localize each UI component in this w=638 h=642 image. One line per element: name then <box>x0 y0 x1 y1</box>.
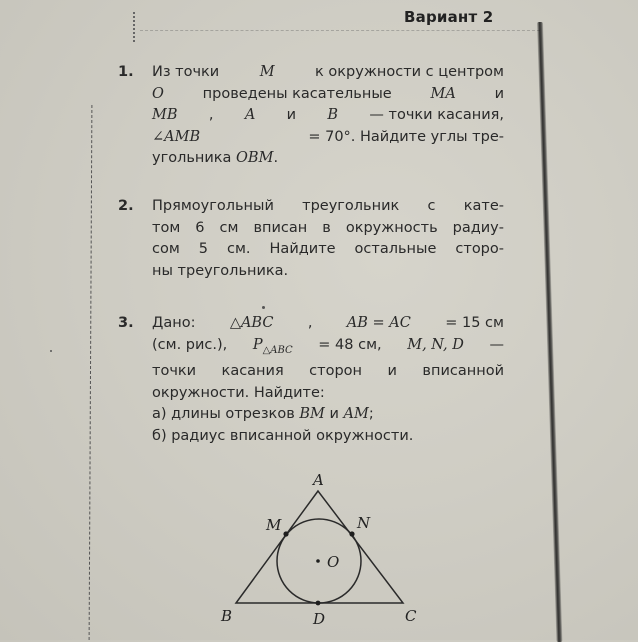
point-o <box>316 559 320 563</box>
point-m <box>283 531 288 536</box>
text-line: окружности. Найдите: <box>152 384 325 401</box>
task-number: 1. <box>118 64 134 80</box>
text-line: а) длины отрезков BM и AM; <box>152 406 374 422</box>
text-line: O проведены касательные MA и <box>152 85 504 102</box>
label-c: C <box>405 607 417 625</box>
triangle-abc <box>236 491 403 603</box>
text-line: Из точки M к окружности с центром <box>152 64 504 80</box>
label-d: D <box>313 610 326 628</box>
text-line: сом 5 см. Найдите остальные сторо- <box>152 241 504 257</box>
label-o: O <box>327 553 340 571</box>
text-line: Дано: △ABC , AB = AC = 15 см <box>152 315 504 331</box>
task-number: 2. <box>118 198 134 214</box>
label-b: B <box>221 607 233 625</box>
text-line: угольника OBM. <box>152 150 279 166</box>
label-m: M <box>266 516 282 534</box>
text-line: ны треугольника. <box>152 262 289 279</box>
task-number: 3. <box>118 315 134 331</box>
text-line: ∠AMB = 70°. Найдите углы тре- <box>152 128 504 145</box>
point-d <box>316 601 321 606</box>
print-speck <box>50 350 52 352</box>
text-line: том 6 см вписан в окружность радиу- <box>152 219 504 236</box>
print-speck <box>262 306 265 309</box>
text-line: (см. рис.), $P_{\triangle ABC}$ = 48 см, M, N, D — <box>152 336 504 356</box>
point-n <box>349 531 354 536</box>
text-line: точки касания сторон и вписанной <box>152 363 504 379</box>
label-n: N <box>357 514 371 532</box>
text-line: MB , A и B — точки касания, <box>152 107 504 123</box>
text-line: б) радиус вписанной окружности. <box>152 427 414 444</box>
variant-title: Вариант 2 <box>404 8 494 26</box>
label-a: A <box>313 471 324 489</box>
text-line: Прямоугольный треугольник с кате- <box>152 198 504 214</box>
